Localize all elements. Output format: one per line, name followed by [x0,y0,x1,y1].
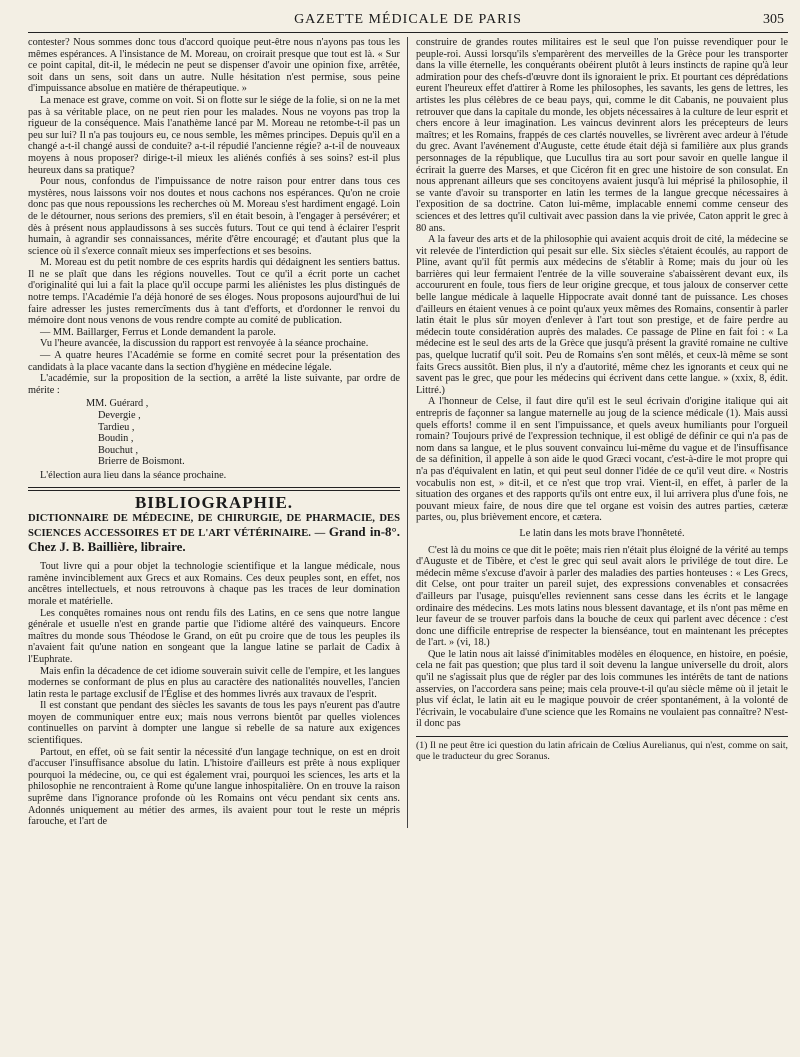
candidate-name: Boudin , [98,433,134,445]
bibliography-heading: BIBLIOGRAPHIE. [134,492,294,512]
section-subheading: Le latin dans les mots brave l'honnêteté. [519,527,685,539]
candidate-name: Bouchut , [98,444,139,456]
paragraph: Tout livre qui a pour objet la technologie scientifique et la langue médicale, nous ramène invinciblement aux Grecs et aux Romains. Ces deux peuples sont, en effet, nos ancêtres intellectuels, et nous retrouvons à chaque pas les traces de leur domination morale et matérielle. [28,561,400,607]
book-title: DICTIONNAIRE DE MÉDECINE, DE CHIRURGIE, DE PHARMACIE, DES SCIENCES ACCESSOIRES ET DE L'ART VÉTÉRINAIRE. — [28,513,400,540]
paragraph: C'est là du moins ce que dit le poëte; mais rien n'était plus éloigné de la vérité au temps d'Auguste et de Tibère, et c'est le grec qui seul avait alors le privilége de tout dire. Le médecin même s'excuse d'avoir à parler des maladies des parties honteuses : « Les Grecs, dit Celse, ont pour traiter un pareil sujet, des expressions convenables et consacrées d'ailleurs par l'usage, puisqu'elles reviennent sans cesse dans les écrits et le langage ordinaire des médecins. Les mots latins nous blessent davantage, et ils n'ont pas même en leur faveur de se trouver parfois dans la bouche de ceux qui parlent avec décence : c'est donc une difficile entreprise de respecter la bienséance, tout en maintenant les préceptes de l'art. » (vi, 18.) [416,544,788,649]
paragraph: L'académie, sur la proposition de la section, a arrêté la liste suivante, par ordre de mérite : [28,373,400,396]
paragraph: L'élection aura lieu dans la séance prochaine. [40,469,227,481]
paragraph: Les conquêtes romaines nous ont rendu fils des Latins, en ce sens que notre langue générale et usuelle n'est en grande partie que l'idiome altéré des vainqueurs. Encore maîtres du monde sous Théodose le Grand, on eût pu croire que de tous les peuples ils n'avaient fait qu'une nation en songeant que la langue latine se parlait de Cadix à l'Euphrate. [28,607,400,665]
candidate-name: Brierre de Boismont. [98,456,185,468]
paragraph: Que le latin nous ait laissé d'inimitables modèles en éloquence, en histoire, en poésie, cela ne fait pas question; que plus tard il soit devenu la langue universelle du droit, alors qu'il ne s'agissait plus que de régler par des lois communes les intérêts de tant de nations asservies, on l'accordera sans peine; mais cela prouve-t-il qu'au siècle même où il jetait le plus vif éclat, le latin ait eu le magique pouvoir de créer spontanément, à la volonté de l'écrivain, le vocabulaire d'une science que les Romains ne voulaient pas connaître? N'est-il donc pas [416,648,788,730]
book-entry-title [28,512,400,555]
two-column-body [28,37,788,828]
section-divider [28,487,400,491]
paragraph: A l'honneur de Celse, il faut dire qu'il est le seul écrivain d'origine italique qui ait entrepris de façonner sa langue maternelle au joug de la science médicale (1). Mais aussi quels efforts! comme il en sent l'impuissance, et quels aveux humiliants pour l'orgueil romain? Toujours privé de l'expression technique, il est obligé de définir ce qui n'a pas de nom dans sa langue, et le plus souvent convaincu lui-même du vague et de l'insuffisance de sa définition, il appelle à son aide le quod Græci vocant, c'est-à-dire le mot propre qui n'a pas d'équivalent en latin, et qui peut seul donner l'idée de ce qu'il veut dire. « Nostris vocabulis non est, » dit-il, et ce n'est que trop vrai. Vient-il, en effet, à parler de la situation des organes et des rapports qu'ils ont entre eux, il lui arrivera plus d'une fois, ne pouvant mieux faire, de nous dire que tel organe est voisin des autres parties, cæteræ partes, ou, plus brièvement encore, et cætera. [416,396,788,524]
journal-title: GAZETTE MÉDICALE DE PARIS [294,12,522,27]
paragraph: M. Moreau est du petit nombre de ces esprits hardis qui dédaignent les sentiers battus. Il ne se plaît que dans les régions nouvelles. Tout ce qu'il a écrit porte un cachet d'originalité qui lui a fait la place qu'il occupe parmi les aliénistes les plus distingués de notre temps. l'Académie l'a déjà honoré de ses éloges. Nous proposons aujourd'hui de lui faire adresser les justes remercîments dus à tant d'efforts, et d'ordonner le renvoi du mémoire dont nous venons de vous rendre compte au comité de publication. [28,257,400,327]
candidate-name: Devergie , [98,410,141,421]
paragraph: Mais enfin la décadence de cet idiome souverain suivit celle de l'empire, et les langues modernes se conformant de plus en plus au caractère des nationalités nouvelles, l'ancien latin resta le partage exclusif de l'Église et des hommes livrés aux travaux de l'esprit. [28,665,400,700]
paragraph: A la faveur des arts et de la philosophie qui avaient acquis droit de cité, la médecine se vit relevée de l'interdiction qui pesait sur elle. Six siècles s'étaient écoulés, au rapport de Pline, avant qu'il fût permis aux médecins de s'établir à Rome; mais du jour où les barrières qui leur fermaient l'entrée de la ville souveraine s'abaissèrent devant eux, ils accoururent en foule, tous fiers de leur origine grecque, et tous jaloux de conserver cette belle langue médicale à laquelle Hippocrate avait donné tant de puissance. Les choses d'ailleurs en étaient venues à ce point qu'aux yeux mêmes des Romains, consentir à parler latin était le plus sûr moyen d'enlever à l'art tout son prestige, et de faire perdre au médecin toute considération auprès des malades. Ce passage de Pline en fait foi : « La médecine est le seul des arts de la Grèce que jusqu'à présent la gravité romaine ne cultive pas, quelque lucratif qu'il soit. Peu de Romains s'en sont mêlés, et ceux-là même se sont faits Grecs aussitôt. Bien plus, il n'y a d'autorité, même chez les ignorants et ceux qui ne savent pas le grec, que pour les médecins qui écrivent dans cette langue. » (xxix, 8, édit. Littré.) [416,234,788,396]
paragraph: Partout, en effet, où se fait sentir la nécessité d'un langage technique, on est en droit d'accuser l'insuffisance absolue du latin. L'histoire d'ailleurs est prête à nous expliquer pourquoi la médecine, ou, ce qui est également vrai, pourquoi les sciences, les arts et la philosophie ne rencontraient à Rome qu'une langue inhospitalière. On en trouve la raison suprême dans l'ignorance profonde où les Romains ont vécu pendant six cents ans. Adonnés uniquement au métier des armes, ils avaient pour tout le reste un mépris farouche, et l'art de [28,746,400,828]
candidate-name: Tardieu , [98,421,135,433]
paragraph: La menace est grave, comme on voit. Si on flotte sur le siége de la folie, si on ne la met pas à sa véritable place, on ne peut rien pour les malades. Nous ne voyons pas trop la rigueur de la conséquence. Mais l'anathème lancé par M. Moreau ne retombe-t-il pas un peu sur lui? Il n'a pas toujours eu, ce nous semble, les mêmes principes. Depuis qu'il en a changé a-t-il changé aussi de conduite? a-t-il répudié l'ancienne régie? a-t-il de nouveaux moyens à nous proposer? dirige-t-il mieux les aliénés confiés à ses soins? est-il plus heureux dans sa pratique? [28,94,400,176]
paragraph: contester? Nous sommes donc tous d'accord quoique peut-être nous n'ayons pas tous les mêmes espérances. A l'insistance de M. Moreau, on croirait presque que tout est là. « Sur ce point capital, dit-il, le médecin ne peut se dispenser d'avoir une opinion fixe, arrêtée, soit dans un sens, soit dans un autre. Nulle hésitation n'est permise, sous peine d'impuissance absolue en matière de thérapeutique. » [28,37,400,95]
paragraph: — A quatre heures l'Académie se forme en comité secret pour la présentation des candidats à la place vacante dans la section d'hygiène en médecine légale. [28,350,400,373]
paragraph: — MM. Baillarger, Ferrus et Londe demandent la parole. [40,326,276,338]
page-number: 305 [763,12,784,27]
paragraph: Vu l'heure avancée, la discussion du rapport est renvoyée à la séance prochaine. [40,338,369,350]
paragraph: Pour nous, confondus de l'impuissance de notre raison pour entrer dans tous ces mystères, nous laissons voir nos doutes et nous cachons nos espérances. Qu'on ne croie donc pas que nous repoussions les recherches où M. Moreau s'est hardiment engagé. Loin de le détourner, nous serions des premiers, s'il en était besoin, à l'engager à persévérer; et dès à présent nous applaudissons à ses succès futurs. Tout ce qui tend à éclairer l'esprit humain, à agrandir ses connaissances, mérite d'être encouragé; et d'autant plus que la science où il s'exerce connaît mieux ses imperfections et ses besoins. [28,176,400,257]
footnote-divider [416,736,788,737]
left-column [28,37,408,828]
footnote: (1) Il ne peut être ici question du latin africain de Cœlius Aurelianus, qui n'est, comme on sait, que le traducteur du grec Soranus. [416,740,788,763]
candidate-list [86,398,400,468]
candidate-name: MM. Guérard , [86,398,149,410]
right-column [408,37,788,828]
paragraph: Il est constant que pendant des siècles les savants de tous les pays n'eurent pas d'autre moyen de communiquer entre eux; mais nous verrons bientôt par quelles violences continuelles on parvint à dompter une langue si rebelle de sa nature aux exigences scientifiques. [28,700,400,747]
running-head [28,6,788,33]
book-publisher: Grand in-8°. Chez J. B. Baillière, libraire. [28,524,400,555]
paragraph: construire de grandes routes militaires est le seul que l'on puisse revendiquer pour le peuple-roi. Aussi lorsqu'ils s'emparèrent des merveilles de la Grèce pour les transporter dans la ville éternelle, les conquérants obéirent plutôt à leurs instincts de rapine qu'à leur admiration pour des chefs-d'œuvre dont ils ignoraient le prix. Et pourtant ces déprédations eurent l'heureux effet d'attirer à Rome les philosophes, les savants, les gens de lettres, les artistes les plus célèbres de ce beau pays, qui, comme le dit Cabanis, ne pouvaient plus retrouver que dans la capitale du monde, les objets nécessaires à la culture de leur esprit et chers encore à leur imagination. Les vaincus devinrent alors les précepteurs de leurs maîtres; et les Romains, frappés de ces clartés nouvelles, se livrèrent avec ardeur à l'étude du grec. Avant l'avénement d'Auguste, cette étude était déjà si familière aux plus grands personnages de la république, que Lucullus tira au sort pour savoir en quelle langue il écrirait la guerre des Marses, et que Cicéron fit en grec une histoire de son consulat. En nous apprenant ailleurs que ses concitoyens avaient jusqu'à lui méprisé la philosophie, il se vante d'avoir su transporter en latin les termes de la langue grecque nécessaires à l'exposition de sa doctrine. Caton lui-même, implacable ennemi comme censeur des sciences et des lettres qu'il cultivait avec passion dans la vie privée, Caton apprit le grec à 80 ans. [416,37,788,234]
